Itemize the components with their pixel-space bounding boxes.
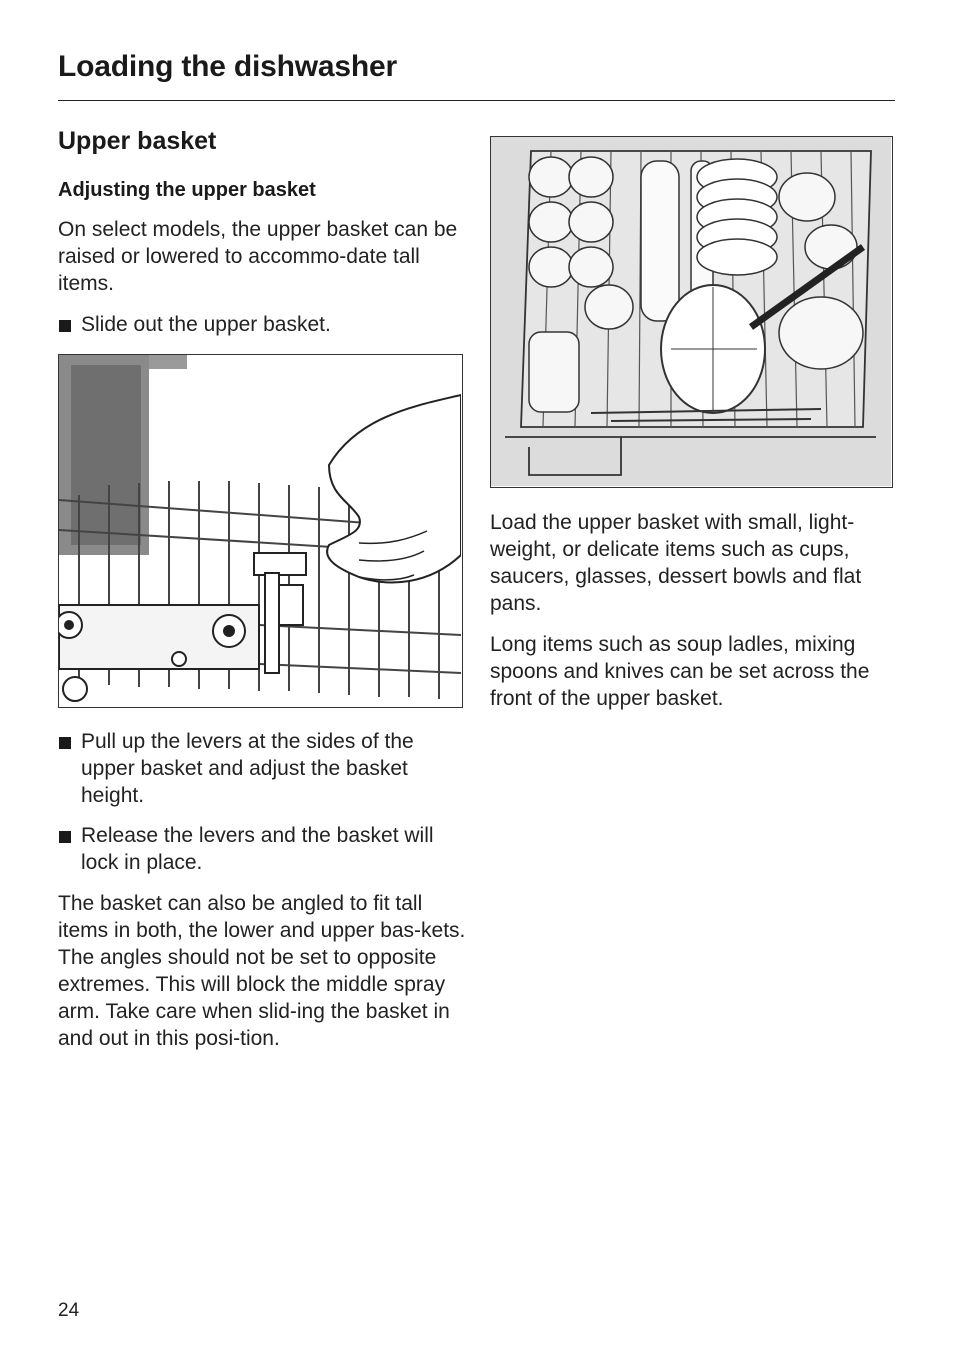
load-paragraph: Load the upper basket with small, light-weight, or delicate items such as cups, saucers, glasses, dessert bowls and flat pans.	[490, 511, 862, 615]
left-column	[58, 124, 466, 1052]
intro-paragraph: On select models, the upper basket can be raised or lowered to accommo-date tall items.	[58, 218, 458, 295]
section-heading: Upper basket	[58, 127, 217, 155]
loaded-basket-illustration	[491, 137, 891, 486]
long-items-paragraph: Long items such as soup ladles, mixing spoons and knives can be set across the front of the upper basket.	[490, 633, 870, 710]
step-pull-levers	[58, 728, 466, 809]
bullet-square-icon	[59, 737, 71, 749]
angle-note-paragraph: The basket can also be angled to fit tall items in both, the lower and upper bas-kets. The angles should not be set to opposite extremes. This will block the middle spray arm. Take care when slid-ing the basket in and out in this posi-tion.	[58, 892, 466, 1050]
bullet-square-icon	[59, 831, 71, 843]
figure-basket-lever	[58, 354, 463, 708]
basket-lever-illustration	[59, 355, 461, 706]
step-text: Slide out the upper basket.	[81, 313, 331, 336]
step-slide-out	[58, 311, 466, 338]
bullet-square-icon	[59, 320, 71, 332]
right-column	[490, 136, 894, 712]
page-title: Loading the dishwasher	[58, 50, 397, 83]
figure-loaded-basket	[490, 136, 893, 488]
step-text: Pull up the levers at the sides of the upper basket and adjust the basket height.	[81, 730, 414, 807]
step-text: Release the levers and the basket will lock in place.	[81, 824, 434, 874]
step-release-levers	[58, 822, 466, 876]
subsection-heading: Adjusting the upper basket	[58, 179, 316, 201]
page-number: 24	[58, 1300, 80, 1321]
title-rule	[58, 100, 895, 101]
